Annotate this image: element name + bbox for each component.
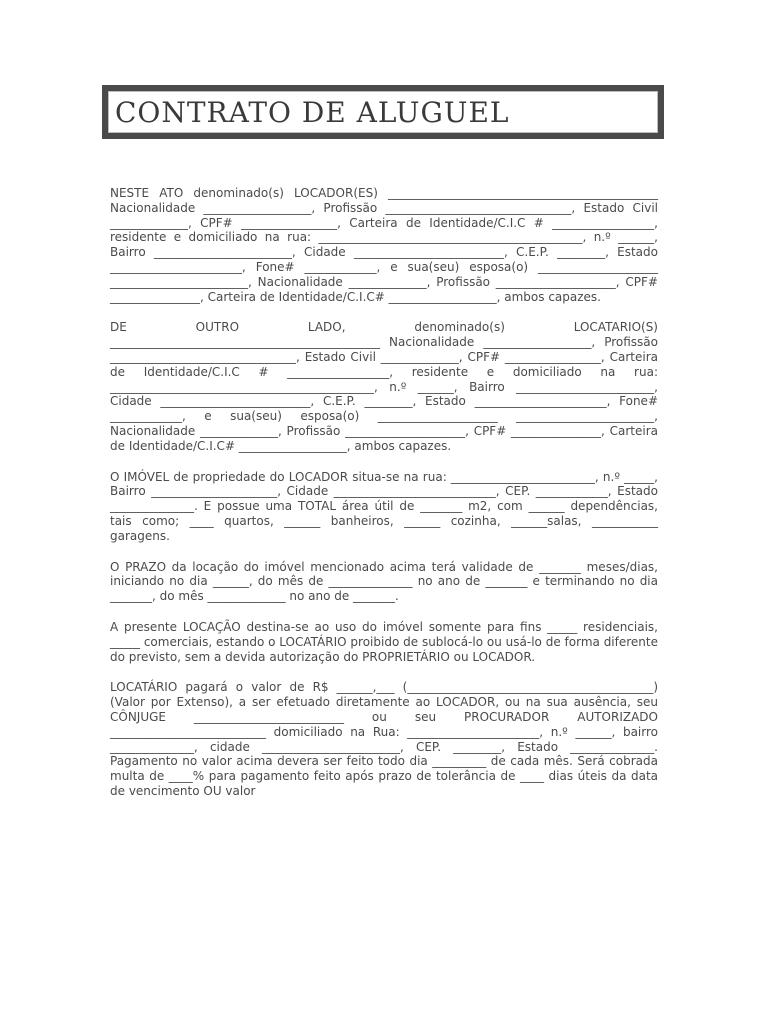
title-inner-frame (108, 91, 658, 133)
paragraph-pagamento: LOCATÁRIO pagará o valor de R$ ______,___ (_________________________________________) (Valor por Extenso), a ser efetuado diretamente ao LOCADOR, ou na sua ausência, seu CÔNJUGE _________________________ ou seu PROCURADOR AUTORIZADO __________________________ domiciliado na Rua: ______________________, n.º ______, bairro ______________, cidade _______________________, CEP. ________, Estado ______________. Pagamento no valor acima devera ser feito todo dia _________ de cada mês. Será cobrada multa de ____% para pagamento feito após prazo de tolerância de ____ dias úteis da data de vencimento OU valor (110, 680, 662, 798)
paragraph-locatario: DE OUTRO LADO, denominado(s) LOCATARIO(S) _____________________________________________ Nacionalidade __________________, Profissão _______________________________, Estado Civil _____________, CPF# ________________, Carteira de Identidade/C.I.C # _________________, residente e domiciliado na rua: ____________________________________________, n.º ______, Bairro _______________________, Cidade _________________________, C.E.P. ________, Estado ______________________, Fone# ____________, e sua(seu) esposa(o) ____________________ _______________________, Nacionalidade _____________, Profissão ____________________, CPF# _______________, Carteira de Identidade/C.I.C# __________________, ambos capazes. (110, 320, 662, 453)
contract-body (110, 186, 662, 815)
paragraph-prazo: O PRAZO da locação do imóvel mencionado acima terá validade de _______ meses/dias, iniciando no dia ______, do mês de ______________ no ano de _______ e terminando no dia _______, do mês _____________ no ano de _______. (110, 559, 662, 604)
document-title: CONTRATO DE ALUGUEL (115, 95, 510, 129)
title-frame (102, 85, 664, 139)
paragraph-locador: NESTE ATO denominado(s) LOCADOR(ES) _____________________________________________ Nacionalidade __________________, Profissão _______________________________, Estado Civil _____________, CPF# ________________, Carteira de Identidade/C.I.C # _________________, residente e domiciliado na rua: ____________________________________________, n.º ______, Bairro _______________________, Cidade _________________________, C.E.P. ________, Estado ______________________, Fone# ____________, e sua(seu) esposa(o) ____________________ _______________________, Nacionalidade _____________, Profissão ____________________, CPF# _______________, Carteira de Identidade/C.I.C# __________________, ambos capazes. (110, 186, 662, 304)
paragraph-destinacao: A presente LOCAÇÃO destina-se ao uso do imóvel somente para fins _____ residenciais, _____ comerciais, estando o LOCATÁRIO proibido de sublocá-lo ou usá-lo de forma diferente do previsto, sem a devida autorização do PROPRIETÁRIO ou LOCADOR. (110, 619, 662, 664)
paragraph-imovel: O IMÓVEL de propriedade do LOCADOR situa-se na rua: ________________________, n.º _____, Bairro _____________________, Cidade ___________________________, CEP. ____________, Estado ______________. E possue uma TOTAL área útil de _______ m2, com ______ dependências, tais como; ____ quartos, ______ banheiros, ______ cozinha, ______salas, ___________ garagens. (110, 469, 662, 543)
